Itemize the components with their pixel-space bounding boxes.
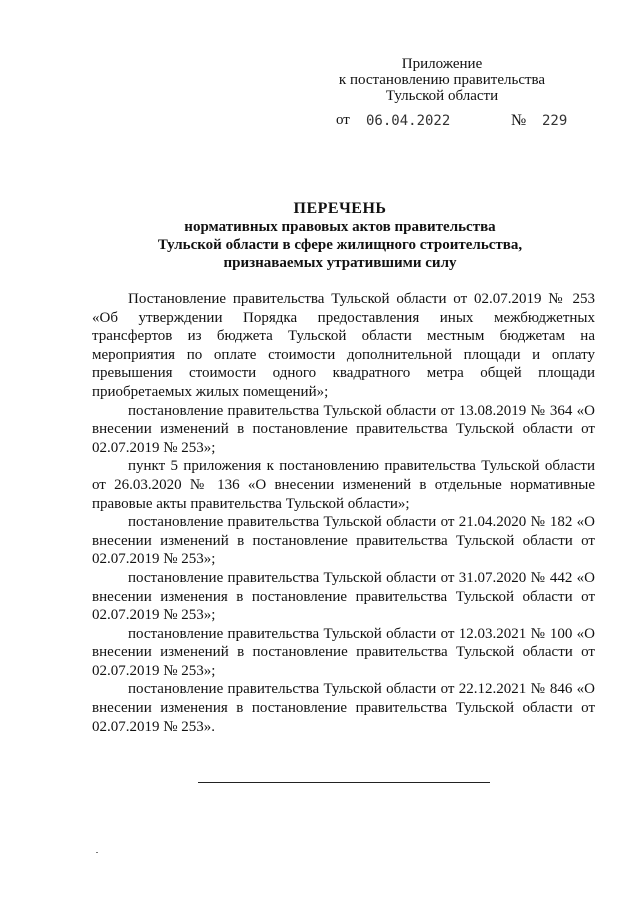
appendix-line-1: Приложение xyxy=(401,56,483,72)
appendix-header xyxy=(322,56,562,104)
scan-speck xyxy=(96,852,98,853)
closing-divider xyxy=(198,782,490,783)
acts-list xyxy=(92,290,595,736)
resolution-reference xyxy=(336,112,576,132)
resolution-date: 06.04.2022 xyxy=(366,113,451,129)
number-label: № xyxy=(511,112,527,129)
list-item: постановление правительства Тульской области от 12.03.2021 № 100 «О внесении изменений в постановление правительства Тульской области от 02.07.2019 № 253»; xyxy=(92,625,595,679)
appendix-line-2: к постановлению правительства xyxy=(338,72,546,88)
list-item: постановление правительства Тульской области от 22.12.2021 № 846 «О внесении изменения в постановление правительства Тульской области от 02.07.2019 № 253». xyxy=(92,681,595,735)
list-item: постановление правительства Тульской области от 13.08.2019 № 364 «О внесении изменений в постановление правительства Тульской области от 02.07.2019 № 253»; xyxy=(92,402,595,456)
list-item: пункт 5 приложения к постановлению правительства Тульской области от 26.03.2020 № 136 «О внесении изменений в отдельные нормативные правовые акты правительства Тульской области»; xyxy=(92,458,595,512)
title-line-2: нормативных правовых актов правительства xyxy=(184,219,496,235)
list-item: постановление правительства Тульской области от 31.07.2020 № 442 «О внесении изменения в постановление правительства Тульской области от 02.07.2019 № 253»; xyxy=(92,569,595,624)
list-item: Постановление правительства Тульской области от 02.07.2019 № 253 «Об утверждении Порядка предоставления иных межбюджетных трансфертов из бюджета Тульской области местным бюджетам на мероприятия по оплате стоимости дополнительной площади и оплату превышения стоимости одного квадратного метра общей площади приобретаемых жилых помещений»; xyxy=(92,291,595,400)
list-item: постановление правительства Тульской области от 21.04.2020 № 182 «О внесении изменений в постановление правительства Тульской области от 02.07.2019 № 253»; xyxy=(92,514,595,568)
title-line-3: Тульской области в сфере жилищного строительства, xyxy=(157,237,523,253)
title-line-4: признаваемых утратившими силу xyxy=(223,255,457,271)
date-label: от xyxy=(336,112,350,128)
document-title xyxy=(80,200,600,272)
resolution-number: 229 xyxy=(542,113,568,129)
appendix-line-3: Тульской области xyxy=(385,88,499,104)
title-line-1: ПЕРЕЧЕНЬ xyxy=(293,200,387,217)
